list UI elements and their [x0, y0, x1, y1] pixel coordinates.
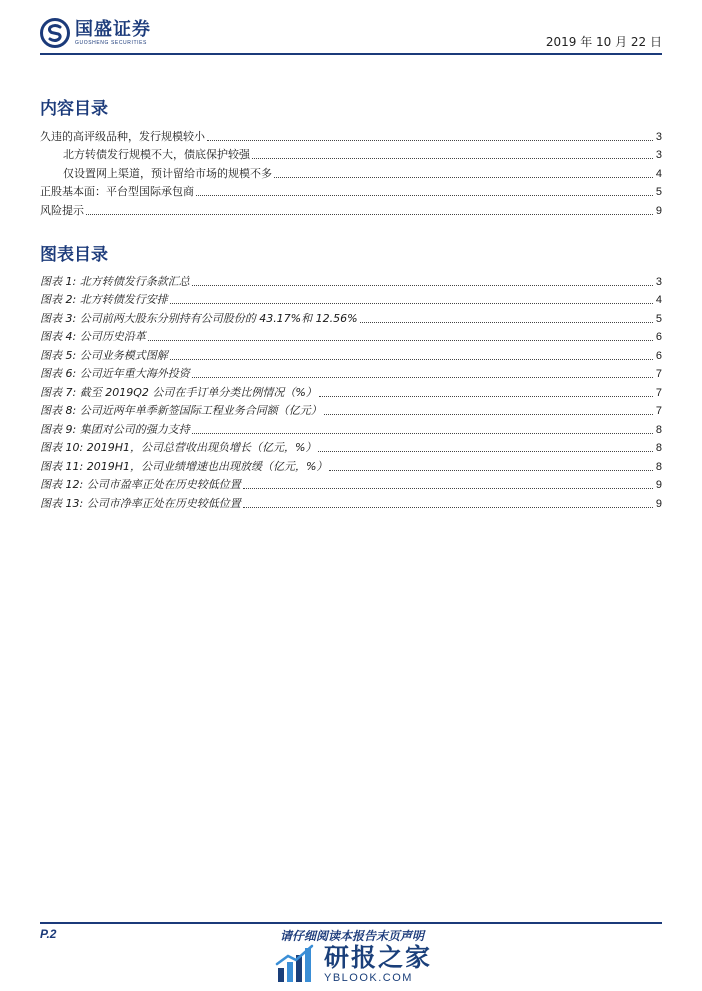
figure-entry-text: 图表 2: 北方转债发行安排 [40, 293, 168, 306]
logo-chinese-name: 国盛证券 [75, 18, 151, 40]
figure-entry[interactable] [40, 270, 662, 289]
dot-leader [324, 414, 653, 415]
dot-leader [192, 377, 653, 378]
toc-entry[interactable] [40, 199, 662, 218]
dot-leader [170, 303, 653, 304]
contents-list [40, 125, 662, 218]
figure-entry[interactable] [40, 326, 662, 345]
dot-leader [252, 158, 653, 159]
header-divider [40, 53, 662, 55]
figure-entry-page: 6 [655, 331, 662, 343]
toc-entry-page: 4 [655, 167, 662, 180]
figure-entry-text: 图表 7: 截至 2019Q2 公司在手订单分类比例情况（%） [40, 385, 317, 399]
disclaimer-notice: 请仔细阅读本报告末页声明 [280, 929, 425, 943]
figure-entry-page: 9 [655, 479, 662, 491]
toc-entry[interactable] [40, 181, 662, 200]
dot-leader [170, 359, 653, 360]
figure-entry[interactable] [40, 474, 662, 493]
figures-title: 图表目录 [40, 245, 108, 265]
figures-list [40, 270, 662, 511]
dot-leader [360, 322, 653, 323]
figure-entry-text: 图表 10: 2019H1，公司总营收出现负增长（亿元，%） [40, 441, 317, 454]
contents-title: 内容目录 [40, 99, 108, 119]
figure-entry-text: 图表 3: 公司前两大股东分别持有公司股份的 43.17%和 12.56% [40, 311, 358, 325]
figure-entry[interactable] [40, 400, 662, 419]
footer-divider [40, 922, 662, 924]
figure-entry-page: 8 [655, 442, 662, 454]
dot-leader [207, 140, 653, 141]
logo-english-name: GUOSHENG SECURITIES [75, 39, 147, 46]
toc-entry[interactable] [40, 162, 662, 181]
page-header [0, 0, 702, 60]
dot-leader [274, 177, 653, 178]
toc-entry-page: 3 [655, 149, 662, 161]
dot-leader [243, 488, 653, 489]
figure-entry-text: 图表 6: 公司近年重大海外投资 [40, 367, 190, 380]
toc-entry[interactable] [40, 144, 662, 163]
toc-entry-text: 久违的高评级品种，发行规模较小 [40, 129, 205, 143]
dot-leader [196, 195, 653, 196]
dot-leader [329, 470, 653, 471]
figure-entry-text: 图表 4: 公司历史沿革 [40, 330, 146, 343]
watermark-chinese-name: 研报之家 [324, 943, 433, 972]
dot-leader [148, 340, 653, 341]
figure-entry-text: 图表 13: 公司市净率正处在历史较低位置 [40, 496, 241, 510]
figure-entry-text: 图表 1: 北方转债发行条款汇总 [40, 274, 190, 288]
watermark-logo [274, 942, 432, 986]
figure-entry-page: 7 [655, 405, 662, 417]
toc-entry-text: 仅设置网上渠道，预计留给市场的规模不多 [63, 166, 272, 180]
figure-entry-text: 图表 8: 公司近两年单季新签国际工程业务合同额（亿元） [40, 404, 322, 417]
figure-entry-page: 5 [655, 312, 662, 325]
figure-entry[interactable] [40, 289, 662, 308]
dot-leader [318, 451, 653, 452]
company-logo [40, 18, 151, 48]
guosheng-logo-icon [40, 18, 70, 48]
figure-entry-page: 3 [655, 275, 662, 288]
figure-entry[interactable] [40, 492, 662, 511]
toc-entry-page: 5 [655, 186, 662, 198]
dot-leader [86, 214, 653, 215]
figure-entry[interactable] [40, 363, 662, 382]
figure-entry-page: 7 [655, 368, 662, 380]
figure-entry[interactable] [40, 344, 662, 363]
figure-entry-text: 图表 11: 2019H1，公司业绩增速也出现放缓（亿元，%） [40, 459, 328, 473]
watermark-url: YBLOOK.COM [324, 972, 413, 984]
report-date: 2019 年 10 月 22 日 [545, 35, 662, 49]
figure-entry-page: 7 [655, 386, 662, 399]
figure-entry-text: 图表 5: 公司业务模式图解 [40, 348, 168, 362]
figure-entry[interactable] [40, 455, 662, 474]
bar-chart-icon [274, 942, 318, 986]
figure-entry[interactable] [40, 307, 662, 326]
figure-entry-text: 图表 12: 公司市盈率正处在历史较低位置 [40, 478, 241, 491]
figure-entry-page: 8 [655, 460, 662, 473]
toc-entry-page: 3 [655, 130, 662, 143]
toc-entry-page: 9 [655, 204, 662, 217]
toc-entry-text: 北方转债发行规模不大，债底保护较强 [63, 148, 250, 161]
dot-leader [243, 507, 653, 508]
figure-entry[interactable] [40, 437, 662, 456]
toc-entry[interactable] [40, 125, 662, 144]
figure-entry-text: 图表 9: 集团对公司的强力支持 [40, 422, 190, 436]
figure-entry-page: 9 [655, 497, 662, 510]
figure-entry-page: 4 [655, 294, 662, 306]
page-number: P.2 [40, 927, 57, 941]
figure-entry-page: 8 [655, 423, 662, 436]
figure-entry[interactable] [40, 381, 662, 400]
toc-entry-text: 风险提示 [40, 203, 84, 217]
figure-entry[interactable] [40, 418, 662, 437]
dot-leader [192, 433, 653, 434]
toc-entry-text: 正股基本面：平台型国际承包商 [40, 185, 194, 198]
dot-leader [192, 285, 653, 286]
dot-leader [319, 396, 653, 397]
figure-entry-page: 6 [655, 349, 662, 362]
